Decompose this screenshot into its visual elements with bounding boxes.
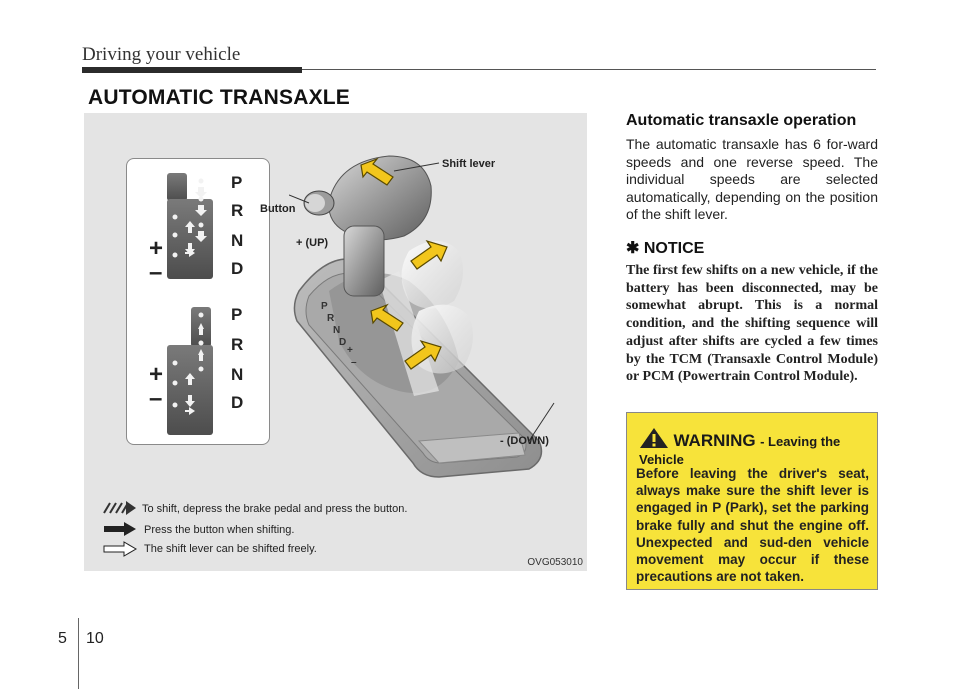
footer-divider bbox=[78, 618, 79, 689]
solid-arrow-icon bbox=[102, 521, 138, 537]
shift-lever-figure bbox=[84, 113, 587, 571]
header-rule bbox=[302, 69, 876, 70]
gate-letter-d-lower: D bbox=[231, 393, 244, 412]
callout-down: - (DOWN) bbox=[500, 435, 549, 447]
warning-header bbox=[639, 427, 869, 469]
legend-text-1: To shift, depress the brake pedal and press the button. bbox=[142, 503, 408, 515]
running-header: Driving your vehicle bbox=[82, 44, 241, 65]
gate-letter-r: R bbox=[231, 201, 244, 220]
notice-body: The first few shifts on a new vehicle, if the battery has been disconnected, may be somewhat abrupt. This is a normal condition, and the shifting sequence will adjust after shifts are cycled a few times by the TCM (Transaxle Control Module) or PCM (Powertrain Control Module). bbox=[626, 263, 878, 385]
legend-text-3: The shift lever can be shifted freely. bbox=[144, 543, 317, 555]
gate-minus-upper: – bbox=[149, 259, 163, 286]
callout-up: + (UP) bbox=[296, 237, 329, 249]
callout-button: Button bbox=[260, 203, 296, 215]
callout-shift-lever: Shift lever bbox=[442, 158, 496, 170]
gate-letter-p: P bbox=[231, 173, 243, 192]
gate-minus-lower: – bbox=[149, 385, 163, 412]
gate-arrows-lower bbox=[167, 307, 215, 437]
notice-heading: ✱ NOTICE bbox=[626, 240, 705, 257]
gate-letter-d: D bbox=[231, 259, 244, 278]
console-letter-r: R bbox=[327, 313, 335, 324]
page-number: 10 bbox=[86, 630, 104, 647]
operation-body: The automatic transaxle has 6 for-ward speeds and one reverse speed. The individual speeds are selected automatically, depending on the position of the shift lever. bbox=[626, 136, 878, 222]
warning-subtitle: - Leaving the Vehicle bbox=[639, 434, 841, 467]
gate-arrows-upper bbox=[167, 173, 215, 281]
gate-plus-lower: + bbox=[149, 361, 164, 388]
console-letter-minus: – bbox=[351, 357, 357, 368]
figure-code: OVG053010 bbox=[527, 557, 583, 568]
warning-box bbox=[626, 412, 878, 590]
console-letter-p: P bbox=[321, 301, 328, 312]
warning-body: Before leaving the driver's seat, always make sure the shift lever is engaged in P (Park), set the parking brake fully and shut the engine off. Unexpected and sud-den vehicle movement may occur if these precautions are not taken. bbox=[636, 466, 869, 585]
console-letter-plus: + bbox=[347, 345, 353, 356]
hatched-arrow-icon bbox=[102, 499, 138, 519]
outline-arrow-icon bbox=[102, 541, 138, 557]
chapter-number: 5 bbox=[58, 630, 67, 647]
header-bar bbox=[82, 67, 302, 73]
warning-triangle-icon bbox=[639, 427, 669, 449]
section-title: AUTOMATIC TRANSAXLE bbox=[88, 86, 351, 109]
operation-heading: Automatic transaxle operation bbox=[626, 112, 857, 129]
gate-plus-upper: + bbox=[149, 235, 164, 262]
gate-letter-p-lower: P bbox=[231, 305, 243, 324]
warning-title: WARNING bbox=[673, 431, 756, 450]
gate-letter-n: N bbox=[231, 231, 244, 250]
console-letter-d: D bbox=[339, 337, 347, 348]
legend-text-2: Press the button when shifting. bbox=[144, 524, 295, 536]
gate-letter-n-lower: N bbox=[231, 365, 244, 384]
shift-gate-card bbox=[126, 158, 270, 445]
gate-letter-r-lower: R bbox=[231, 335, 244, 354]
console-letter-n: N bbox=[333, 325, 341, 336]
